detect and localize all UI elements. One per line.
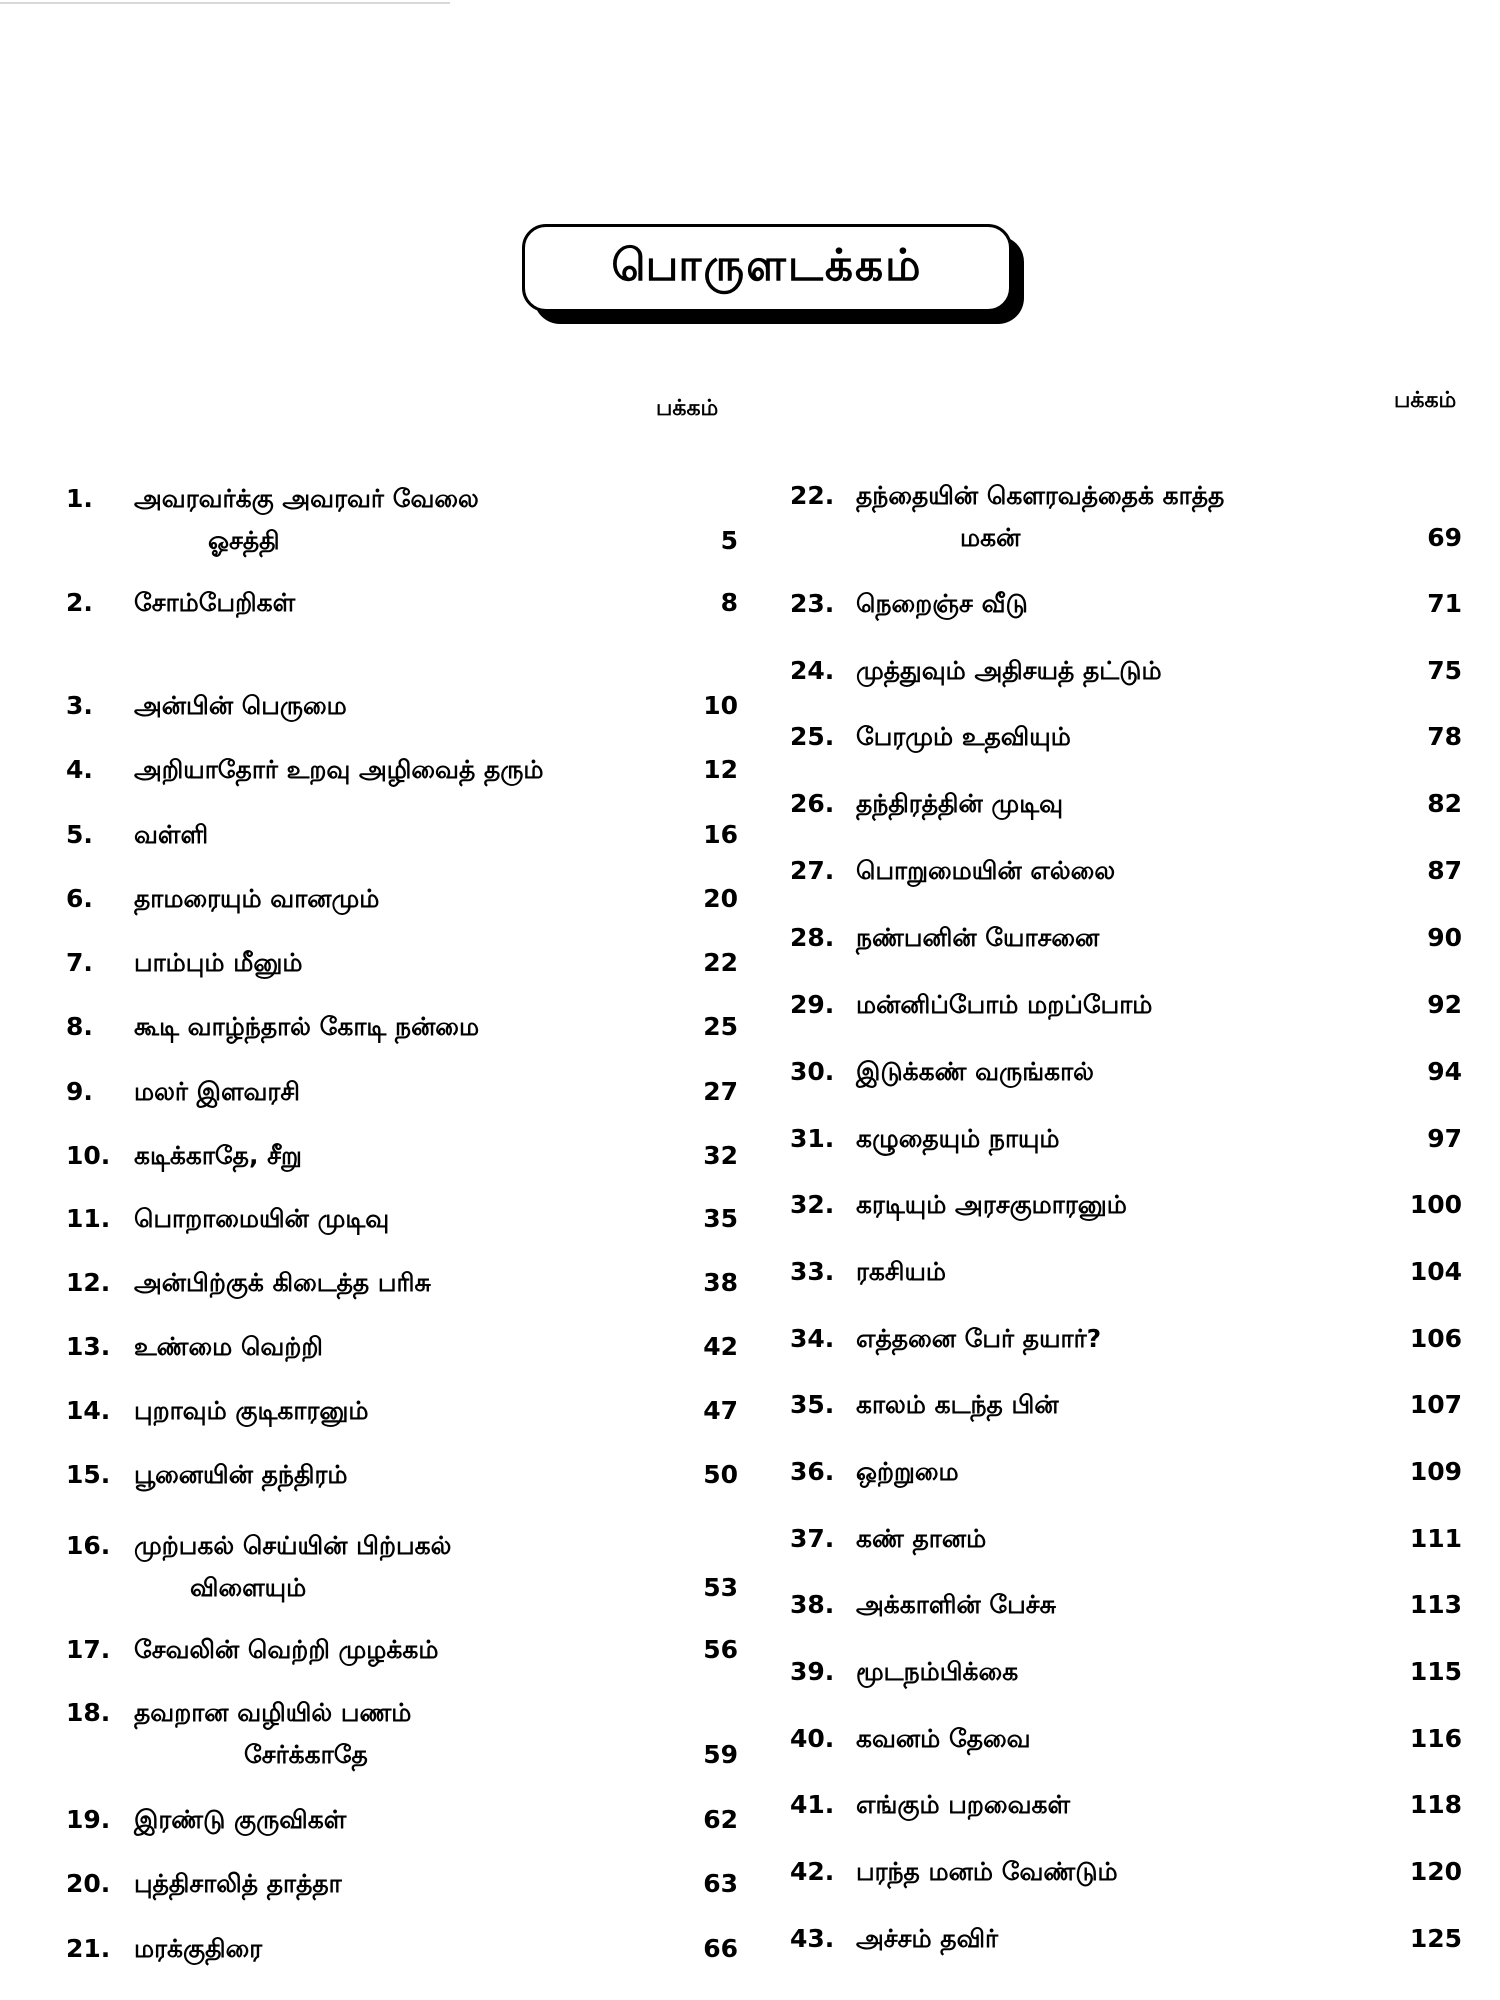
entry-title: இடுக்கண் வருங்கால் — [856, 1057, 1094, 1086]
entry-title: புறாவும் குடிகாரனும் — [134, 1396, 369, 1425]
entry-page-number: 8 — [720, 588, 738, 617]
entry-title: சோம்பேறிகள் — [134, 588, 296, 617]
entry-number: 6. — [66, 884, 93, 913]
entry-title: அறியாதோர் உறவு அழிவைத் தரும் — [134, 755, 544, 784]
entry-title: கூடி வாழ்ந்தால் கோடி நன்மை — [134, 1012, 480, 1041]
entry-number: 42. — [790, 1857, 835, 1886]
entry-number: 35. — [790, 1390, 835, 1419]
toc-entry — [66, 749, 738, 791]
page-title: பொருளடக்கம் — [522, 224, 1012, 312]
entry-title-continued: மகன் — [960, 523, 1021, 552]
scan-edge-line — [0, 2, 450, 4]
entry-number: 19. — [66, 1805, 111, 1834]
entry-page-number: 35 — [703, 1204, 738, 1233]
toc-entry — [66, 1262, 738, 1304]
entry-number: 21. — [66, 1934, 111, 1963]
entry-page-number: 27 — [703, 1077, 738, 1106]
entry-number: 18. — [66, 1698, 111, 1727]
entry-page-number: 59 — [703, 1740, 738, 1769]
entry-title-continued: ஓசத்தி — [208, 526, 280, 555]
toc-entry — [66, 1863, 738, 1905]
entry-page-number: 32 — [703, 1141, 738, 1170]
entry-number: 3. — [66, 691, 93, 720]
toc-entry — [66, 1326, 738, 1368]
entry-page-number: 82 — [1427, 789, 1462, 818]
entry-number: 20. — [66, 1869, 111, 1898]
entry-page-number: 109 — [1409, 1457, 1462, 1486]
toc-entry — [790, 1051, 1462, 1093]
entry-number: 39. — [790, 1657, 835, 1686]
entry-page-number: 92 — [1427, 990, 1462, 1019]
entry-title: பொறாமையின் முடிவு — [134, 1204, 390, 1233]
entry-number: 12. — [66, 1268, 111, 1297]
entry-title: மரக்குதிரை — [134, 1934, 263, 1963]
toc-entry — [66, 1454, 738, 1496]
entry-title: புத்திசாலித் தாத்தா — [134, 1869, 342, 1898]
entry-number: 32. — [790, 1190, 835, 1219]
toc-entry — [790, 1784, 1462, 1826]
toc-entry — [790, 984, 1462, 1026]
entry-title-continued: சேர்க்காதே — [244, 1740, 368, 1769]
toc-entry — [66, 1692, 738, 1776]
toc-entry — [66, 685, 738, 727]
entry-page-number: 66 — [703, 1934, 738, 1963]
entry-page-number: 53 — [703, 1573, 738, 1602]
entry-page-number: 75 — [1427, 656, 1462, 685]
toc-entry — [790, 1251, 1462, 1293]
toc-entry — [790, 783, 1462, 825]
entry-number: 26. — [790, 789, 835, 818]
entry-title: கவனம் தேவை — [856, 1724, 1031, 1753]
entry-number: 41. — [790, 1790, 835, 1819]
entry-number: 17. — [66, 1635, 111, 1664]
entry-page-number: 116 — [1409, 1724, 1462, 1753]
left-page-column-header: பக்கம் — [656, 396, 719, 421]
toc-entry — [790, 850, 1462, 892]
entry-page-number: 38 — [703, 1268, 738, 1297]
entry-title: தந்தையின் கௌரவத்தைக் காத்த — [856, 481, 1225, 510]
entry-title: அக்காளின் பேச்சு — [856, 1590, 1056, 1619]
entry-number: 22. — [790, 481, 835, 510]
toc-entry — [790, 1918, 1462, 1960]
entry-page-number: 120 — [1409, 1857, 1462, 1886]
entry-page-number: 16 — [703, 820, 738, 849]
entry-title: முற்பகல் செய்யின் பிற்பகல் — [134, 1531, 452, 1560]
entry-page-number: 106 — [1409, 1324, 1462, 1353]
toc-entry — [790, 1384, 1462, 1426]
toc-entry — [66, 814, 738, 856]
entry-page-number: 111 — [1409, 1524, 1462, 1553]
toc-entry — [66, 1006, 738, 1048]
entry-number: 43. — [790, 1924, 835, 1953]
entry-title: பூனையின் தந்திரம் — [134, 1460, 348, 1489]
entry-title: சேவலின் வெற்றி முழக்கம் — [134, 1635, 439, 1664]
entry-number: 4. — [66, 755, 93, 784]
entry-title: தவறான வழியில் பணம் — [134, 1698, 412, 1727]
entry-number: 30. — [790, 1057, 835, 1086]
entry-number: 25. — [790, 722, 835, 751]
toc-entry — [66, 942, 738, 984]
entry-number: 36. — [790, 1457, 835, 1486]
toc-entry — [66, 1928, 738, 1970]
entry-page-number: 69 — [1427, 523, 1462, 552]
entry-page-number: 42 — [703, 1332, 738, 1361]
entry-number: 8. — [66, 1012, 93, 1041]
entry-title: மலர் இளவரசி — [134, 1077, 300, 1106]
entry-number: 16. — [66, 1531, 111, 1560]
entry-number: 28. — [790, 923, 835, 952]
entry-number: 5. — [66, 820, 93, 849]
entry-number: 33. — [790, 1257, 835, 1286]
toc-entry — [790, 1118, 1462, 1160]
toc-entry — [790, 583, 1462, 625]
entry-title: மன்னிப்போம் மறப்போம் — [856, 990, 1153, 1019]
right-page-column-header: பக்கம் — [1394, 388, 1457, 413]
entry-title: வள்ளி — [134, 820, 209, 849]
toc-entry — [790, 917, 1462, 959]
toc-entry — [790, 1184, 1462, 1226]
entry-number: 23. — [790, 589, 835, 618]
toc-entry — [790, 1851, 1462, 1893]
entry-page-number: 22 — [703, 948, 738, 977]
entry-number: 31. — [790, 1124, 835, 1153]
entry-page-number: 20 — [703, 884, 738, 913]
entry-title: எங்கும் பறவைகள் — [856, 1790, 1071, 1819]
entry-title: காலம் கடந்த பின் — [856, 1390, 1059, 1419]
toc-entry — [790, 1518, 1462, 1560]
entry-title: அன்பின் பெருமை — [134, 691, 347, 720]
entry-page-number: 118 — [1409, 1790, 1462, 1819]
entry-page-number: 107 — [1409, 1390, 1462, 1419]
entry-title: பாம்பும் மீனும் — [134, 948, 303, 977]
toc-entry — [790, 475, 1462, 559]
entry-title: தந்திரத்தின் முடிவு — [856, 789, 1064, 818]
toc-entry — [66, 478, 738, 562]
toc-entry — [66, 1071, 738, 1113]
entry-number: 1. — [66, 484, 93, 513]
entry-page-number: 10 — [703, 691, 738, 720]
entry-page-number: 47 — [703, 1396, 738, 1425]
entry-title: பொறுமையின் எல்லை — [856, 856, 1116, 885]
entry-title: கரடியும் அரசகுமாரனும் — [856, 1190, 1127, 1219]
entry-title: கழுதையும் நாயும் — [856, 1124, 1060, 1153]
entry-page-number: 62 — [703, 1805, 738, 1834]
entry-number: 13. — [66, 1332, 111, 1361]
entry-number: 9. — [66, 1077, 93, 1106]
toc-entry — [790, 1584, 1462, 1626]
entry-title: மூடநம்பிக்கை — [856, 1657, 1019, 1686]
entry-title: கடிக்காதே, சீறு — [134, 1141, 302, 1170]
entry-title: இரண்டு குருவிகள் — [134, 1805, 347, 1834]
entry-number: 24. — [790, 656, 835, 685]
entry-number: 37. — [790, 1524, 835, 1553]
entry-number: 15. — [66, 1460, 111, 1489]
entry-page-number: 94 — [1427, 1057, 1462, 1086]
entry-number: 7. — [66, 948, 93, 977]
entry-page-number: 50 — [703, 1460, 738, 1489]
entry-title: எத்தனை பேர் தயார்? — [856, 1324, 1102, 1353]
entry-title: முத்துவும் அதிசயத் தட்டும் — [856, 656, 1162, 685]
entry-title: அன்பிற்குக் கிடைத்த பரிசு — [134, 1268, 431, 1297]
toc-entry — [790, 1718, 1462, 1760]
entry-page-number: 90 — [1427, 923, 1462, 952]
entry-page-number: 63 — [703, 1869, 738, 1898]
entry-title: கண் தானம் — [856, 1524, 987, 1553]
entry-number: 10. — [66, 1141, 111, 1170]
entry-page-number: 71 — [1427, 589, 1462, 618]
entry-number: 11. — [66, 1204, 111, 1233]
toc-entry — [790, 1651, 1462, 1693]
entry-page-number: 115 — [1409, 1657, 1462, 1686]
toc-entry — [790, 1451, 1462, 1493]
toc-entry — [66, 1629, 738, 1671]
entry-title: நண்பனின் யோசனை — [856, 923, 1100, 952]
entry-title: நெறைஞ்ச வீடு — [856, 589, 1028, 618]
entry-number: 40. — [790, 1724, 835, 1753]
entry-title: அவரவர்க்கு அவரவர் வேலை — [134, 484, 479, 513]
toc-entry — [66, 1198, 738, 1240]
entry-number: 14. — [66, 1396, 111, 1425]
entry-page-number: 104 — [1409, 1257, 1462, 1286]
entry-page-number: 97 — [1427, 1124, 1462, 1153]
entry-page-number: 125 — [1409, 1924, 1462, 1953]
toc-entry — [66, 1525, 738, 1609]
entry-title: அச்சம் தவிர் — [856, 1924, 999, 1953]
entry-title-continued: விளையும் — [190, 1573, 307, 1602]
entry-number: 34. — [790, 1324, 835, 1353]
entry-page-number: 25 — [703, 1012, 738, 1041]
entry-page-number: 113 — [1409, 1590, 1462, 1619]
entry-page-number: 78 — [1427, 722, 1462, 751]
entry-number: 38. — [790, 1590, 835, 1619]
entry-title: உண்மை வெற்றி — [134, 1332, 323, 1361]
entry-title: ஒற்றுமை — [856, 1457, 959, 1486]
entry-title: தாமரையும் வானமும் — [134, 884, 380, 913]
toc-entry — [66, 878, 738, 920]
entry-title: பேரமும் உதவியும் — [856, 722, 1071, 751]
toc-entry — [66, 1390, 738, 1432]
toc-entry — [790, 650, 1462, 692]
entry-number: 2. — [66, 588, 93, 617]
toc-entry — [66, 1135, 738, 1177]
toc-entry — [790, 716, 1462, 758]
entry-number: 29. — [790, 990, 835, 1019]
entry-number: 27. — [790, 856, 835, 885]
toc-entry — [66, 582, 738, 624]
toc-entry — [66, 1799, 738, 1841]
toc-entry — [790, 1318, 1462, 1360]
entry-page-number: 12 — [703, 755, 738, 784]
entry-title: ரகசியம் — [856, 1257, 947, 1286]
entry-page-number: 5 — [720, 526, 738, 555]
entry-page-number: 100 — [1409, 1190, 1462, 1219]
entry-page-number: 87 — [1427, 856, 1462, 885]
entry-page-number: 56 — [703, 1635, 738, 1664]
entry-title: பரந்த மனம் வேண்டும் — [856, 1857, 1118, 1886]
